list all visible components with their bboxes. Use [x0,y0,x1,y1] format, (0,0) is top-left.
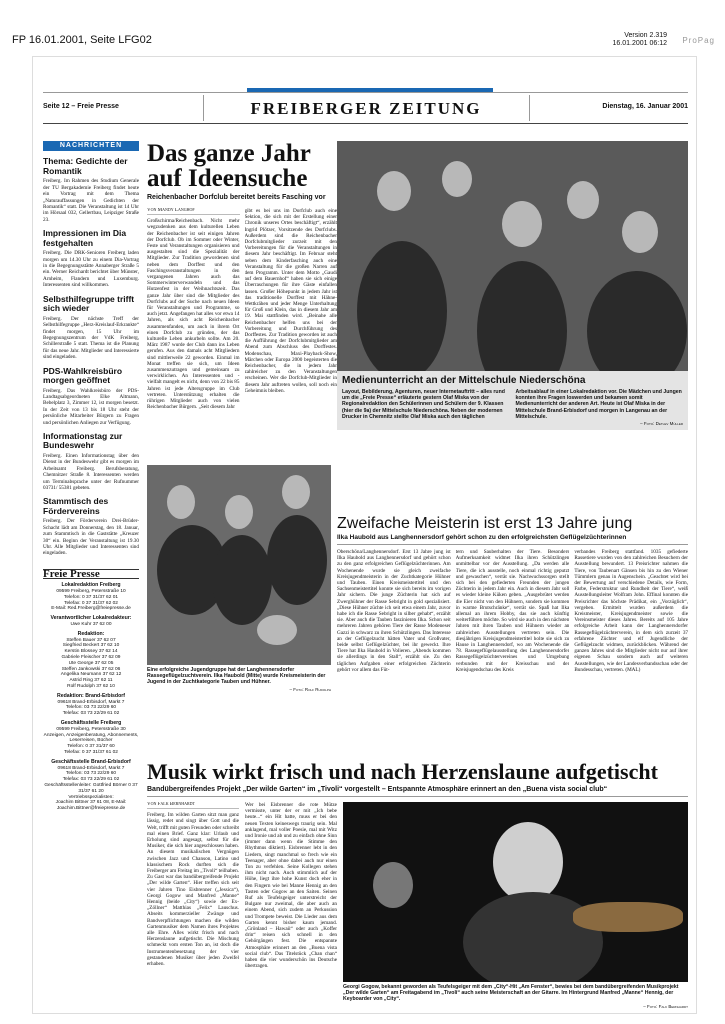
contact-heading: Geschäftsstelle Freiberg [60,719,122,726]
subheadline: Ilka Haubold aus Langhennersdorf gehört schon zu den erfolgreichsten Geflügelzüchterinnen [337,534,688,545]
contact-box [43,569,139,812]
contact-line: Kerstin Blossey 37 62 14 [64,649,118,655]
contact-block [43,583,139,612]
contact-heading: Redaktion: Brand-Erbisdorf [56,692,126,699]
timestamp: 16.01.2001 06:12 [612,40,667,47]
photo-credit: – Foto: Detlev Müller [640,421,683,427]
contact-line: E-Mail: Red.Freiberg@freiepresse.de [51,606,131,612]
photo-classroom-block [337,141,688,430]
contact-line: Telefon: 0 37 31/37 62 01 [63,594,119,600]
brief-title: PDS-Wahlkreisbüro morgen geöffnet [43,365,123,386]
brief-text: Freiberg. Einen Informationstag über den Dienst in der Bundeswehr gibt es morgen im Arbeitsamt Freiberg. Berufsberatung, Chemnitzer Straße 8. Interessenten werden um Terminabsprache unter der Rufnummer 03731/ 55381 gebeten. [43,452,139,491]
contact-line: Vertriebsspezialisten: [68,794,114,800]
byline: Von Falk Bernhardt [147,802,239,809]
news-brief [43,229,139,288]
contact-heading: Geschäftsstelle Brand-Erbisdorf [51,758,131,765]
brief-title: Thema: Gedichte der Romantik [43,156,128,176]
headline: Musik wirkt frisch und nach Herzenslaune aufgetischt [147,759,658,784]
brief-text: Freiberg. Die DRK-Senioren Freiberg laden morgen um 14.30 Uhr zu einem Dia-Vortrag in die Begegnungsstätte Annaberger Straße 5 ein. Werner Reichardt berichtet über Münster, Arnheim, Flandern und Luxemburg. Interessenten sind willkommen. [43,250,139,289]
brief-title: Selbsthilfegruppe trifft sich wieder [43,293,135,314]
masthead: FREIBERGER ZEITUNG [250,99,482,118]
contact-heading: Lokalredaktion Freiberg [61,582,121,589]
photo-breeder-block [147,465,331,692]
contact-line: Telefax: 03 73 22/29 61 02 [62,777,120,783]
article-column: gibt es bei uns im Dorfclub auch eine Sektion, die sich mit der Erstellung einer Chronik unseres Ortes beschäftigt“, erzählt Ingrid Plötzer, Vorsitzende des Dorfclubs. Außerdem sind die Reichenbacher Dorfclubmitglieder zurzeit mit den Vorbereitungen für die Veranstaltungen in diesem Jahr beschäftigt. Im Februar steht neben dem Kinderfasching auch eine Veranstaltung für die großen Narren auf dem Programm. Unter dem Motto „Gaudi auf dem Bauernhof“ haben sie sich einige Überraschungen für ihre Gäste einfallen lassen. Großer Höhepunkt in jedem Jahr ist das traditionelle Dorffest mit Hähne-Wettkrähen und jeder Menge Unterhaltung für Groß und Klein, das in diesem Jahr am 19. Mai stattfinden wird. „Beinahe alle Reichenbacher helfen uns bei der Vorbereitung und Durchführung des Dorffestes. Zur Tradition geworden ist auch die Aufführung der Dorfclubmitglieder am Abend zum Abschluss des Dorffestes. Modenschau, Maxi-Playback-Show, Märchen oder Europa 2000 begeisterten die Reichenbacher, die in jedem Jahr zahlreicher zu den Veranstaltungen erscheinen. Wer die Dorfclub-Mitglieder in diesem Jahr auftreten wollen, soll noch ein Geheimnis bleiben. [244,208,337,394]
article-column: verbandes Freiberg stattfand. 1035 gefiederte Rassetiere wurden von den zahlreichen Besuchern der Ausstellung bewundert. 13 Preisrichter nahmen die Tiere, von Taubenart Gänsen bis hin zu den Wiener Tümmlern genau in Augenschein. „Geachtet wird bei der Bewertung auf verschiedene Details, wie Form, Farbe, Federstruktur und Rundheit der Tiere“, weiß Ausstellungsleiter Wolfram John. Effinal konnten die Preisrichter das höchste Prädikat, ein „Vorzüglich“, vergeben. Ermittelt wurden außerdem die Kreismeister, Kreisjugendmeister sowie die Vereinsmeister dieses Jahres. Bereits auf 105 Jahre erfolgreiche Arbeit kann der Langhennersdorfer Rassegeflügelzüchterverein, in dem sich zurzeit 37 erfahrene Züchter und elf Jugendliche der Geflügelzucht widmen, zurückblicken. Während der ganzen Jahres sind die Mitglieder nicht nur auf ihrer eigenen Schau sondern auch auf weiteren Ausstellungen, wie der Landesverbandsschau oder der Bundesschau, vertreten. (MAL) [574,549,689,673]
version-info [613,32,668,48]
news-sidebar [43,141,139,1001]
subheadline: Bandübergreifendes Projekt „Der wilde Garten“ im „Tivoli“ vorgestellt – Entspannte Atmosphäre erinnert an den „Buena vista social club“ [147,786,688,797]
contact-line: 09618 Brand-Erbisdorf, Markt 7 [57,699,125,705]
contact-line: 09599 Freiberg, Petersstraße 30 [56,726,126,732]
photo-caption: Georgi Gogow, bekannt geworden als Teufelsgeiger mit dem „City“-Hit „Am Fenster“, bewies bei dem bandübergreifenden Musikprojekt „Der wilde Garten“ am Freitagabend im „Tivoli“ auch seine Meisterschaft an der Gitarre. Im Hintergrund Manfred „Manne“ Hennig, der Keyboarder von „City“. [343,984,679,1003]
contact-line: Telefax: 0 37 31/37 61 02 [64,749,118,755]
contact-heading: Redaktion: [77,630,105,637]
contact-box-title: Freie Presse [43,570,139,579]
headline: Das ganze Jahr auf Ideensuche [147,140,311,192]
article-meisterin [337,515,688,749]
contact-block [43,632,139,690]
contact-line: Telefax: 03 73 22/29 61 02 [62,711,120,717]
caption-text: Arbeitsablauf in einer Lokalredaktion vor. Die Mädchen und Jungen konnten ihre Fragen loswerden und bekamen somit Medienunterricht der anderen Art. Heute ist Olaf Miska in der Mittelschule Brand-Erbisdorf und morgen in Langenau an der Mittelschule. [515,389,682,420]
brief-text: Freiberg. Der nächste Treff der Selbsthilfegruppe „Herz-Kreislauf-Erkrankte“ findet morgen, 15 Uhr im Begegnungszentrum der VdK Freiberg, Schillerstraße 5 statt. Thema ist die Planung für das neue Jahr. Mitglieder und Interessierte sind eingeladen. [43,315,139,361]
version-label: Version 2.319 [624,32,667,39]
contact-block [43,721,139,756]
contact-line: Astrid Ring 37 62 11 [69,678,113,684]
contact-line: Joachim Bittner 37 61 08, E-Mail: [55,800,127,806]
header-divider [203,95,204,121]
article-column: Wer bei Eisbrenner die rote Mütze vermisste, unter der er mit „Ich bebe heute...“ ein Hit hatte, muss er bei den neuen Texten keineswegs traurig sein. Mal anklagend, mal voller Poesie, mal mit Witz und Ironie und ab und zu einfach ohne Sinn (immer dann wenn die Stimme den Rhythmus diktiert). Eisbrenner lebt in den Liedern, singt manchmal so frech wie ein Teenager, aber ohne dabei auch nur einen Ton zu verfehlen. Seine Kollegen stehen ihm nicht nach. Auch stimmlich auf der Höhe, liegt ihre hohe Kunst doch eher in den Fingern wie bei Manne Hennig an den Tasten oder Gogow an den Saiten. Seinen Ruf als Teufelsgeiger unterstreicht der Bulgare nur zweimal, die aber auch an einem Abend, sich zudem an Perkussion und Trompete beweist. Die Lieder aus dem Garten kennt bisher kaum jemand. „Grönland – Hawaii“ oder auch „Koffer drin“ reisen sich schnell in den Gehörgängen fest. Die entspannte Atmosphäre erinnert an den „Buena vista social club“. Das Titelstück „Chan chan“ haben die vier wunderschön ins Deutsche übertragen. [245,802,337,970]
concert-photo [343,802,688,982]
news-brief [43,497,139,556]
contact-line: Rolf Rudolph 37 62 10 [67,684,115,689]
photo-caption: Eine erfolgreiche Jugendgruppe hat der Langhennersdorfer Rassegeflügelzuchtverein. Ilka Haubold (Mitte) wurde Kreismeisterin der Jugend in der Zuchtkategorie Tauben und Hühner. [147,667,326,686]
photo-credit: – Foto: Falk Bernhardt [643,1003,688,1009]
page-header [43,92,688,124]
article-column: Großschirma/Reichenbach. Nicht mehr wegzudenken aus dem kulturellen Leben der Reichenbacher ist seit einigen Jahren der Dorfclub. Ob im Sommer oder Winter, Feste und Veranstaltungen organisieren und ausgestalten sind die Spezialität der Mitglieder. Zur Tradition gewordenen sind neben dem Dorffest und den Faschingsveranstaltungen in den vergangenen Jahren auch das Sommerwinterverwandeln und das Hutzenfest in der Weihnachtszeit. Das ganze Jahr über sind die Mitglieder des Dorfclubs auf der Suche nach neuen Ideen für Veranstaltungen und Programme, so auch jetzt. Angefangen hat alles vor etwa 14 Jahren, als sich acht Reichenbacher zusammenfanden, um auch in ihrem Ort einen Dorfclub zu gründen, der das kulturelle Leben ankurbeln sollte. Am 20. März 1987 wurde der Club dann ins Leben gerufen. Aus den damals acht Mitgliedern sind mittlerweile 22 geworden. Einmal im Monat treffen sie sich, um Ideen zusammenzutragen und gemeinsam zu verwirklichen. An Interessenten und -vielfalt mangelt es nicht, denn von 22 bis 85 Jahren ist jede Altersgruppe im Club vertreten. Unterstützung erhalten die rührigen Mitglieder auch von vielen Reichenbacher Bürgern. „Seit diesem Jahr [147,218,240,411]
contact-line: Steffen Jankowski 37 62 06 [61,666,121,672]
contact-line: Telefon: 03 73 22/29 60 [65,771,117,777]
article-musik [147,761,688,1022]
contact-line: Telefax: 0 37 31/37 62 02 [64,600,118,606]
news-brief [43,295,139,361]
contact-line: Telefon: 0 37 31/37 60 [67,744,115,750]
contact-line: Steffen Bauer 37 62 07 [66,637,116,643]
contact-line: Angelika Neumann 37 62 12 [60,672,122,678]
contact-line: 09618 Brand-Erbisdorf, Markt 7 [57,765,125,771]
contact-line: Gabriele Fleischer 37 62 09 [61,655,121,661]
photo-credit: – Foto: Rolf Rudolph [289,686,331,692]
subheadline: Reichenbacher Dorfclub bereitet bereits Fasching vor [147,194,326,201]
issue-date: Dienstag, 16. Januar 2001 [602,103,688,110]
contact-block [43,616,139,628]
article-column: tern und Sauberhalten der Tiere. Besonders Aufmerksamkeit widmet Ilka ihren Schützlingen unmittelbar vor der Ausstellung. „Da werden alle Tiere, die ich ausstelle, noch einmal richtig geputzt und gewaschen“, verrät sie. Nachwuchssorgen stellt sich bei den gefiederten Freunden der jungen Züchterin in jedem Jahr ein. Auch in diesem Jahr soll es wieder kleine Küken geben. „Ausgebrütet werden die Eier nicht von den Hühnern, sondern sie kommen in warme Brutschränke“, verrät sie. Spaß hat Ilka allemal an ihrem Hobby, das sie auch künftig weiterführen möchte. So wird sie auch in den nächsten Jahren mit ihren Tauben und Hühnern wieder an zahlreichen Ausstellungen vertreten sein. Die diesjährigen Kreisjugendmeistertitel holte sie sich zu Hause in Langhennersdorf, wo am Wochenende die 78. Rassegeflügelausstellung des Langhennersdorfer Rassegeflügelzüchtervereines und Umgebung verbunden mit der Kreisschau und der Kreisjugendschau des Kreis [455,549,570,673]
contact-line: 09599 Freiberg, Petersstraße 10 [56,589,126,595]
caption-text: Layout, Bebilderung, Agenturen, neuer Internetauftritt – alles rund um die „Freie Presse“ erläuterte gestern Olaf Miska von der Regionalredaktion den Schülerinnen und Schülern der 9. Klassen (hier die 9a) der Mittelschule Niederschöna. Neben der modernen Drucker in Chemnitz stellte Olaf Miska auch den täglichen [342,389,505,420]
section-label: NACHRICHTEN [43,141,139,151]
masthead-accent-bar [247,88,493,92]
page-number: Seite 12 – Freie Presse [43,103,119,110]
header-divider [529,95,530,121]
contact-line: Geschäftsstellenleiter: Gottfried Börner 0 37 31/37 61 20 [44,782,138,794]
byline: Von Mandy Langhof [147,208,240,215]
contact-line: Uwe Kuhr 37 62 00 [70,622,112,628]
brief-title: Stammtisch des Fördervereins [43,496,109,516]
news-brief [43,367,139,426]
contact-line: Ute George 37 62 05 [68,660,114,666]
article-column: Freiberg. Im wilden Garten sitzt man ganz lässig, redet und singt über Gott und die Welt, trifft mit guten Freunden oder schreibt mal einen Brief. Ganz klar: Urlaub und Erholung sind angesagt, selbst für die Musiker, die sich hier angeschlossen haben. An diesem musikalischen Vergnügen zwischen Jazz und Chanson, Latino und klassischem Rock durften sich die Freiberger am Freitag im „Tivoli“ teilhaben. Zu Gast war das bandübergreifende Projekt „Der wilde Garten“. Hier treffen sich seit vier Jahren Tino Eisbrenner („Jessica“), Georgi Gogow und Manfred „Manne“ Hennig (beide „City“) sowie der Ex-„Zöllner“ Matthias „Felix“ Lauschus. Abseits kommerzieller Zwänge und Bandverpflichtungen machen die wilden Gartenmusiker dem Namen ihres Projektes alle Ehre. Alles wirkt frisch und nach Herzenslaune aufgetischt. Die Mischung schmeckt vom ersten Ton an, ist doch die Instrumentenbesetzung der vier gestandenen Musiker über jeden Zweifel erhaben. [147,812,239,968]
contact-block [43,760,139,812]
contact-line: Siegfried Beckert 37 62 10 [62,643,120,649]
article-dorfclub [147,141,337,508]
news-brief [43,157,139,223]
contact-block [43,694,139,717]
brief-text: Freiberg. Im Rahmen des Studium Generale der TU Bergakademie Freiberg findet heute ein Vortrag mit dem Thema „Naturauffassungen in Gedichten der Romantik“ statt. Die Veranstaltung ist 14 Uhr im Hörsaal 032, Gellertbau, Leipziger Straße 23. [43,178,139,223]
print-info-bar [10,30,715,52]
brief-title: Informationstag zur Bundeswehr [43,430,123,451]
page-reference: FP 16.01.2001, Seite LFG02 [12,34,152,46]
contact-line: Joachim.Bittner@freiepresse.de [56,806,126,812]
brief-text: Freiberg. Das Wahlkreisbüro der PDS-Landtagsabgeordneten Elke Altmann, Bebelplatz 3, Zimmer 12, ist morgen besetzt. In der Zeit von 13 bis 18 Uhr steht der persönliche Mitarbeiter Bürgern zu Fragen und persönlichen Anliegen zur Verfügung. [43,387,139,426]
contact-line: Telefon: 03 73 22/29 60 [65,705,117,711]
brief-title: Impressionen im Dia festgehalten [43,228,127,248]
headline: Zweifache Meisterin ist erst 13 Jahre jung [337,515,633,532]
news-brief [43,432,139,491]
newspaper-page [32,56,697,1014]
photo-caption [337,371,688,430]
breeder-photo [147,465,331,665]
brief-text: Freiberg. Der Förderverein Drei-Brüder-Schacht lädt am Donnerstag, den 18. Januar, zum Stammtisch in die Gaststätte „Kreuzer 30“ ein. Beginn der Veranstaltung ist 19.30 Uhr. Alle Mitglieder und Interessenten sind eingeladen. [43,518,139,557]
propag-logo: ProPag [682,36,715,45]
classroom-photo [337,141,688,371]
contact-heading: Verantwortlicher Lokalredakteur: [50,615,132,622]
caption-heading: Medienunterricht an der Mittelschule Niederschöna [342,375,586,386]
article-column: Oberschöna/Langhennersdorf. Erst 13 Jahre jung ist Ilka Haubold aus Langhennersdorf und gehört schon zu den ganz erfolgreichen Geflügelzüchterinnen. Am Wochenende wurde sie gleich zweifache Kreisjugendmeisterin in der Zuchtkategorie Hühner und Tauben. Einen Kreismeistertitel und den Sachsenmeistertitel konnte sie sich bereits im vorigen Jahr sichern. Die junge Züchterin hat sich auf Zwerghühner der Rasse Sebright in gold spezialisiert. „Diese Hühner züchte ich seit etwa einem Jahr, zuvor habe ich die Rasse Sebright in silber gehabt“, erzählt sie. Aber auch die Tauben faszinieren Ilka. Schon seit mehreren Jahren gehören Tiere der Rasse Modeneser Gazzi in schwarz zu ihren Schützlingen. Das Interesse an der Geflügelzucht hätten Vater und Großvater, beide selbst Geflügelzüchter, bei ihr geweckt. Ihre Tiere hat Ilka Haubold in Volieren. „Abends kommen sie allerdings in den Stall“, erzählt sie. Zu den täglichen Aufgaben einer erfolgreichen Züchterin gehört vor allem das Füt- [337,549,451,673]
contact-line: Anzeigen, Anzeigenberatung, Abonnements, Leserreisen, Bücher [43,732,139,744]
